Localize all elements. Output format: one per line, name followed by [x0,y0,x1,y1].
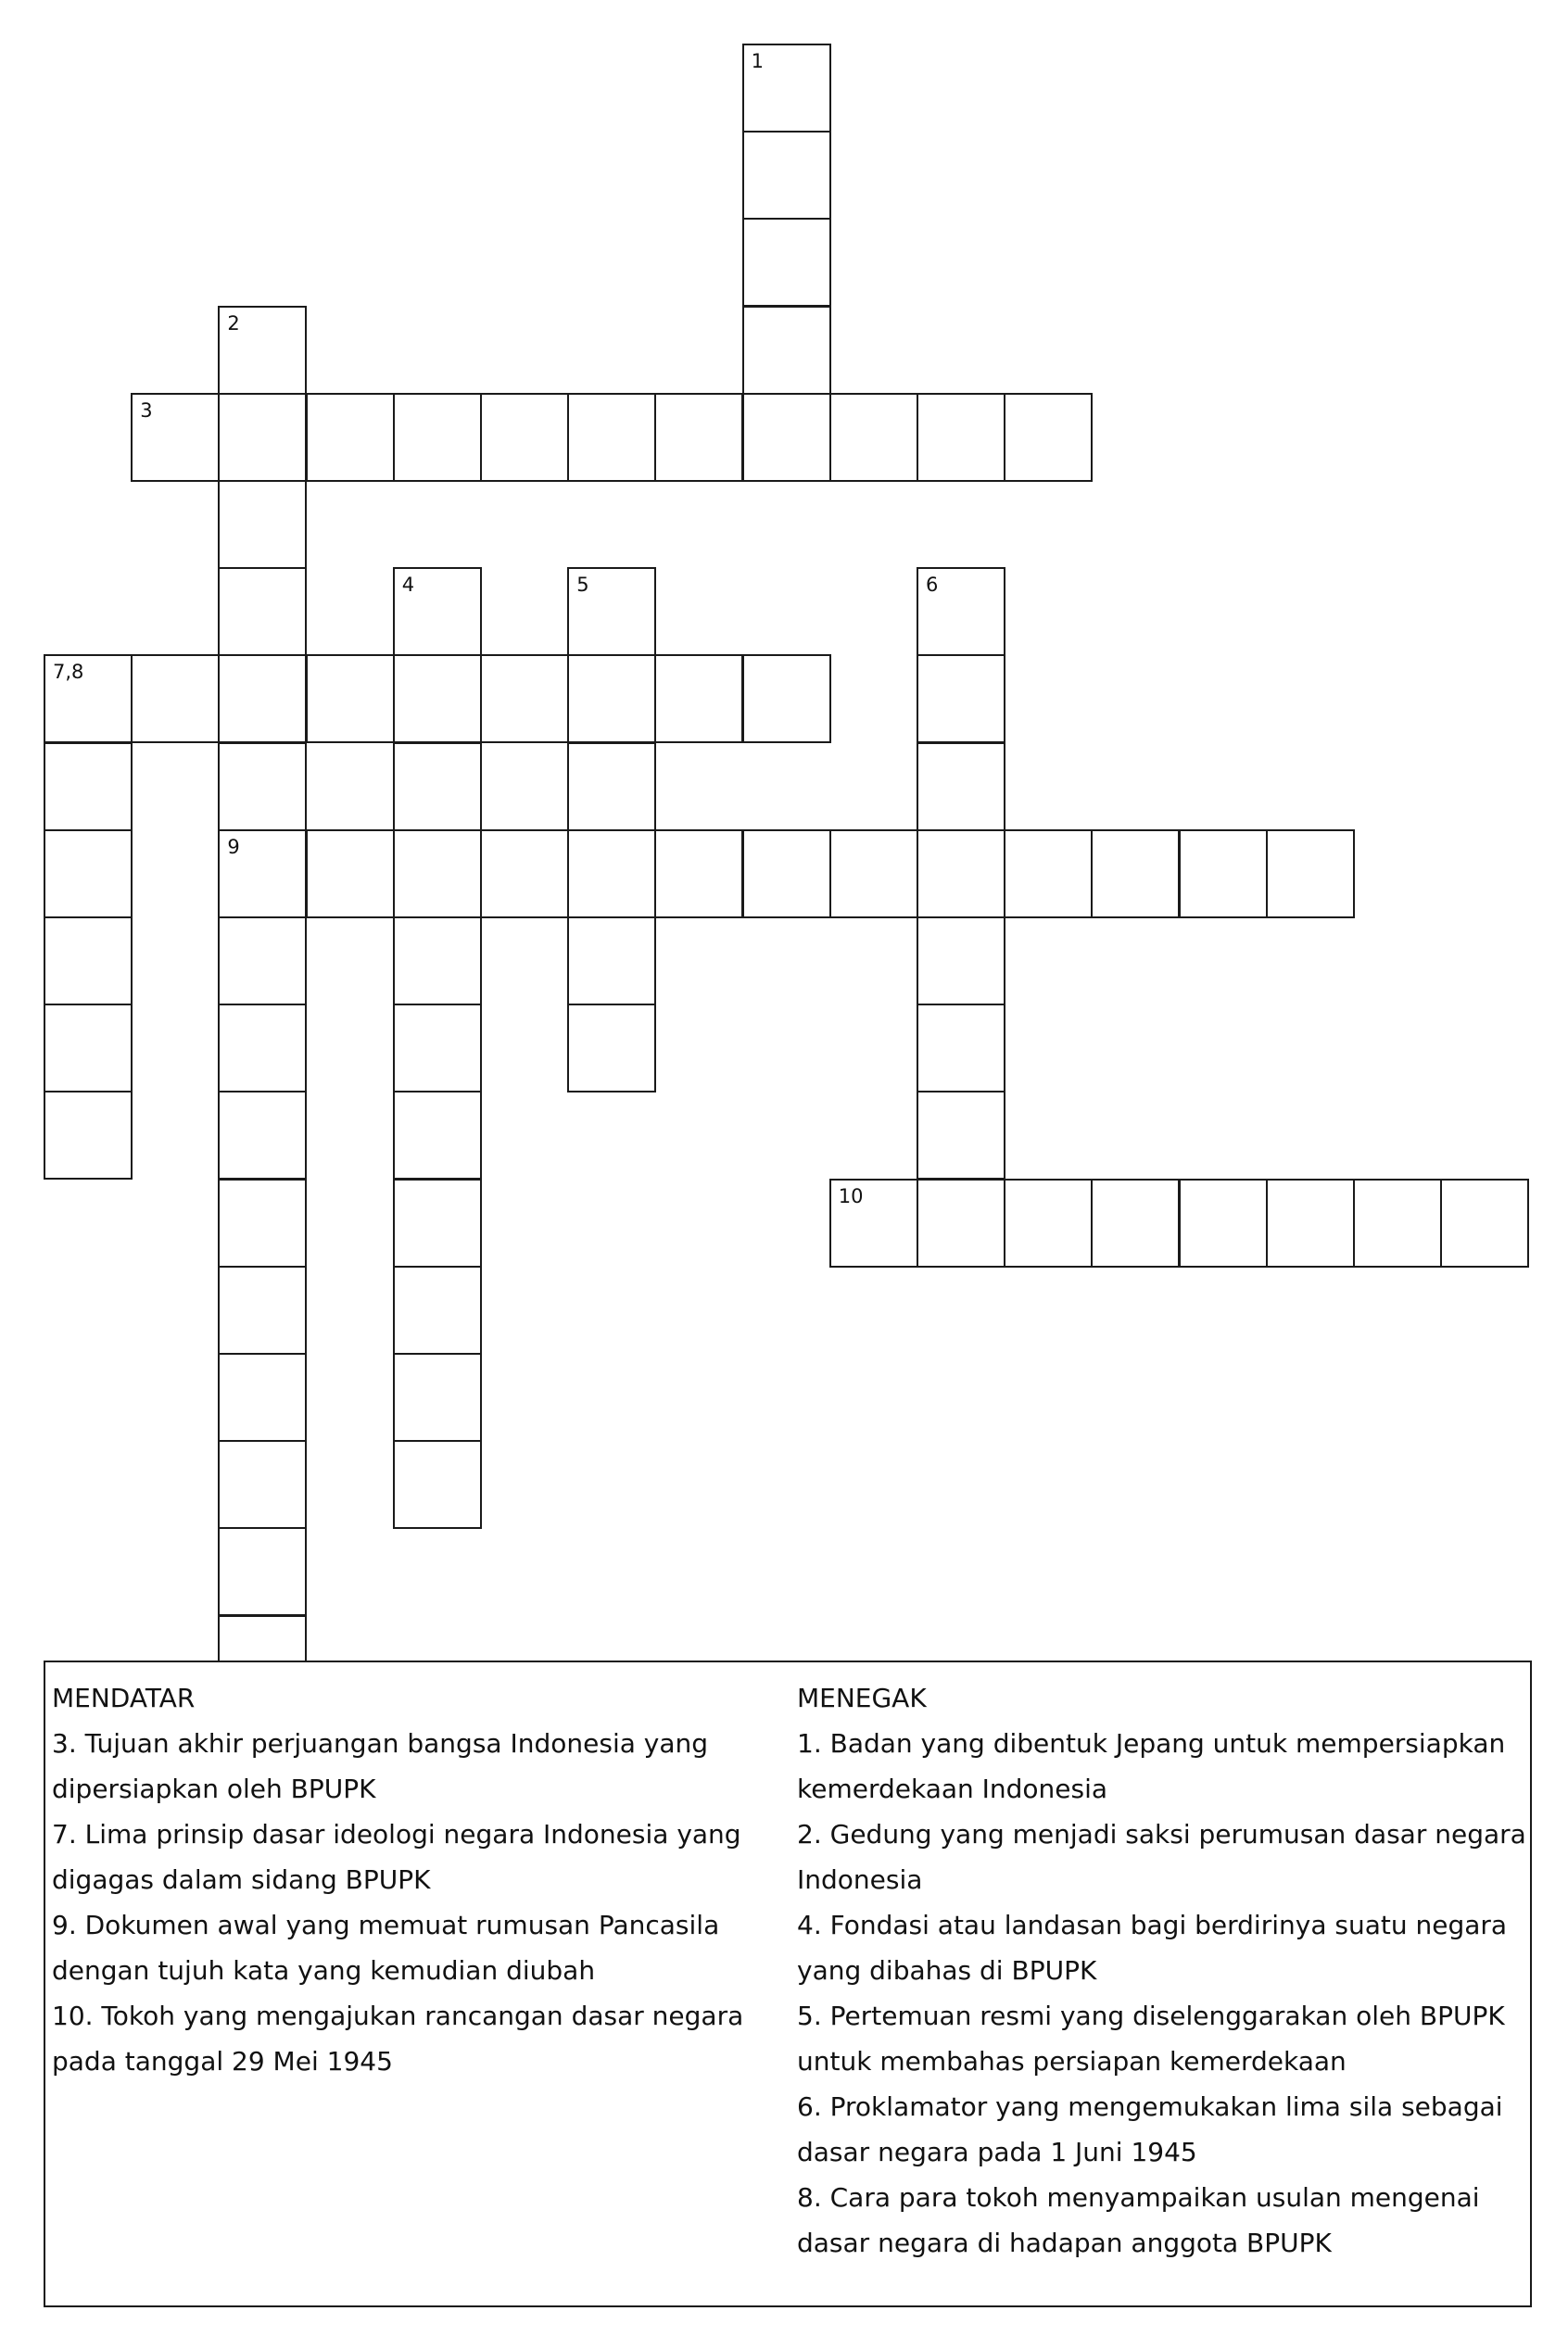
clue-across-3: 3. Tujuan akhir perjuangan bangsa Indonesia yang dipersiapkan oleh BPUPK [52,1728,709,1804]
grid-cell[interactable] [131,393,220,482]
grid-cell[interactable] [742,393,831,482]
grid-cell[interactable] [917,1091,1005,1180]
grid-cell[interactable] [218,916,307,1005]
grid-cell[interactable] [218,742,307,831]
grid-cell[interactable] [218,654,307,743]
grid-cell[interactable] [44,1004,133,1092]
grid-cell[interactable] [1091,1179,1180,1268]
clue-number: 2 [227,311,240,335]
grid-cell[interactable] [1440,1179,1529,1268]
grid-cell[interactable] [393,1179,482,1268]
grid-cell[interactable] [218,306,307,395]
clue-across-10: 10. Tokoh yang mengajukan rancangan dasar negara pada tanggal 29 Mei 1945 [52,2001,744,2077]
grid-cell[interactable] [917,567,1005,656]
clue-number: 6 [926,574,939,597]
grid-cell[interactable] [917,742,1005,831]
grid-cell[interactable] [742,131,831,220]
grid-cell[interactable] [306,654,395,743]
grid-cell[interactable] [44,1091,133,1180]
grid-cell[interactable] [742,829,831,918]
grid-cell[interactable] [393,1266,482,1355]
clue-down-2: 2. Gedung yang menjadi saksi perumusan dasar negara Indonesia [797,1819,1526,1895]
clue-down-6: 6. Proklamator yang mengemukakan lima sila sebagai dasar negara pada 1 Juni 1945 [797,2091,1503,2167]
grid-cell[interactable] [567,1004,656,1092]
grid-cell[interactable] [917,654,1005,743]
grid-cell[interactable] [218,1527,307,1616]
grid-cell[interactable] [218,393,307,482]
grid-cell[interactable] [44,916,133,1005]
grid-cell[interactable] [917,393,1005,482]
clue-across-7: 7. Lima prinsip dasar ideologi negara Indonesia yang digagas dalam sidang BPUPK [52,1819,741,1895]
grid-cell[interactable] [480,829,569,918]
grid-cell[interactable] [218,829,307,918]
grid-cell[interactable] [218,1266,307,1355]
clue-number: 4 [401,574,415,597]
grid-cell[interactable] [829,393,918,482]
grid-cell[interactable] [1353,1179,1442,1268]
grid-cell[interactable] [44,829,133,918]
grid-cell[interactable] [306,829,395,918]
grid-cell[interactable] [742,44,831,133]
grid-cell[interactable] [567,567,656,656]
clue-number: 10 [838,1184,864,1207]
grid-cell[interactable] [480,654,569,743]
across-heading: MENDATAR [52,1683,196,1713]
clue-number: 7,8 [53,661,84,684]
grid-cell[interactable] [1004,829,1093,918]
grid-cell[interactable] [393,567,482,656]
clue-across-9: 9. Dokumen awal yang memuat rumusan Pancasila dengan tujuh kata yang kemudian diubah [52,1910,720,1986]
grid-cell[interactable] [1266,1179,1355,1268]
clue-down-8: 8. Cara para tokoh menyampaikan usulan mengenai dasar negara di hadapan anggota BPUPK [797,2182,1480,2258]
grid-cell[interactable] [393,829,482,918]
grid-cell[interactable] [131,654,220,743]
down-clues [797,1675,1529,2266]
grid-cell[interactable] [917,1004,1005,1092]
grid-cell[interactable] [393,654,482,743]
grid-cell[interactable] [218,1440,307,1529]
clue-number: 5 [576,574,589,597]
grid-cell[interactable] [829,1179,918,1268]
grid-cell[interactable] [742,218,831,307]
grid-cell[interactable] [917,829,1005,918]
grid-cell[interactable] [1179,829,1268,918]
clue-number: 1 [751,50,764,72]
grid-cell[interactable] [1179,1179,1268,1268]
grid-cell[interactable] [218,1353,307,1442]
grid-cell[interactable] [567,393,656,482]
grid-cell[interactable] [1004,1179,1093,1268]
grid-cell[interactable] [567,916,656,1005]
grid-cell[interactable] [393,1353,482,1442]
grid-cell[interactable] [480,393,569,482]
grid-cell[interactable] [1266,829,1355,918]
grid-cell[interactable] [393,1091,482,1180]
grid-cell[interactable] [393,393,482,482]
clue-number: 3 [140,398,153,422]
grid-cell[interactable] [1004,393,1093,482]
grid-cell[interactable] [306,393,395,482]
grid-cell[interactable] [742,654,831,743]
grid-cell[interactable] [393,1004,482,1092]
clue-box [44,1661,1532,2307]
grid-cell[interactable] [829,829,918,918]
grid-cell[interactable] [742,306,831,395]
grid-cell[interactable] [1091,829,1180,918]
across-clues [52,1675,784,2084]
grid-cell[interactable] [917,916,1005,1005]
grid-cell[interactable] [567,654,656,743]
grid-cell[interactable] [393,742,482,831]
clue-down-1: 1. Badan yang dibentuk Jepang untuk mempersiapkan kemerdekaan Indonesia [797,1728,1506,1804]
grid-cell[interactable] [654,829,743,918]
grid-cell[interactable] [654,654,743,743]
grid-cell[interactable] [44,742,133,831]
grid-cell[interactable] [218,1004,307,1092]
grid-cell[interactable] [567,829,656,918]
grid-cell[interactable] [567,742,656,831]
grid-cell[interactable] [654,393,743,482]
clue-down-4: 4. Fondasi atau landasan bagi berdirinya suatu negara yang dibahas di BPUPK [797,1910,1508,1986]
grid-cell[interactable] [393,1440,482,1529]
grid-cell[interactable] [218,480,307,569]
grid-cell[interactable] [917,1179,1005,1268]
clue-down-5: 5. Pertemuan resmi yang diselenggarakan oleh BPUPK untuk membahas persiapan kemerdekaan [797,2001,1505,2077]
grid-cell[interactable] [218,567,307,656]
grid-cell[interactable] [218,1091,307,1180]
down-heading: MENEGAK [797,1683,927,1713]
grid-cell[interactable] [393,916,482,1005]
grid-cell[interactable] [218,1179,307,1268]
clue-number: 9 [227,835,240,858]
grid-cell[interactable] [44,654,133,743]
